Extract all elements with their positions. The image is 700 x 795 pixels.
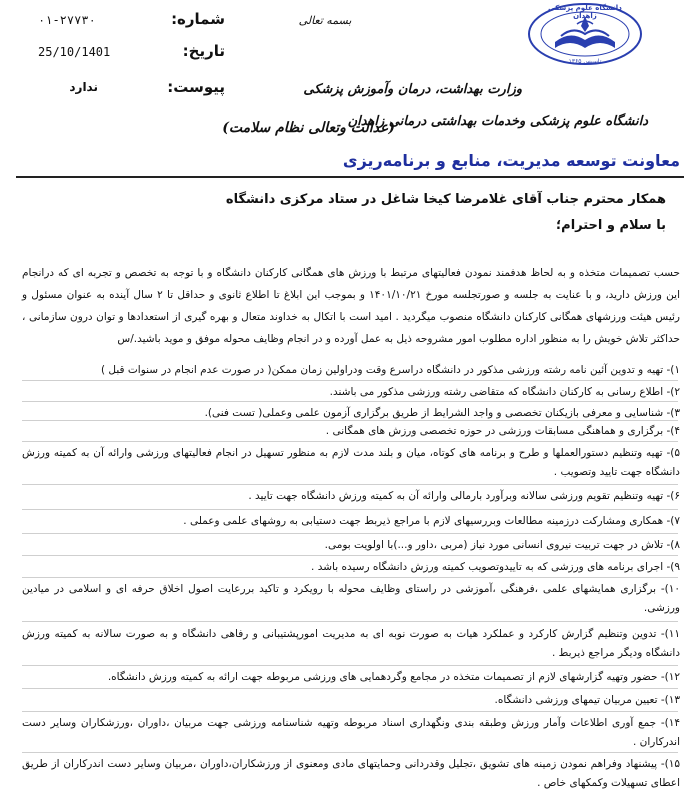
logo-arc-text: دانشگاه علوم پزشکی زاهدان: [548, 4, 622, 20]
list-item: ۱۴)- جمع آوری اطلاعات وآمار ورزش وطبقه بندی ونگهداری اسناد مربوطه وتهیه شناسنامه ورزشی جهت مربیان ،داوران ،ورزشکاران وسایر دست اندرکاران .: [22, 717, 680, 748]
greeting-line: با سلام و احترام؛: [555, 218, 666, 233]
item-separator: [22, 380, 678, 381]
item-separator: [22, 577, 678, 578]
bismillah: بسمه تعالی: [298, 14, 352, 27]
item-separator: [22, 688, 678, 689]
number-value: ۰۱-۲۷۷۳۰: [38, 13, 96, 27]
ministry-name: وزارت بهداشت، درمان وآموزش پزشکی: [303, 82, 522, 97]
number-label: شماره:: [171, 10, 225, 28]
list-item: ۵)- تهیه وتنظیم دستورالعملها و طرح و برنامه های کوتاه، میان و بلند مدت لازم به منظور تسهیل در انجام فعالیتهای ورزشی وارائه آن به کمیته ورزش دانشگاه جهت تایید وتصویب .: [22, 447, 680, 478]
list-item: ۱۰)- برگزاری همایشهای علمی ،فرهنگی ،آموزشی در راستای وظایف محوله با رویکرد و تاکید بررعایت اصول اخلاق حرفه ای و اسلامی در میادین ورزشی.: [22, 583, 680, 614]
date-label: تاریخ:: [182, 42, 225, 60]
list-item: ۱۲)- حضور وتهیه گزارشهای لازم از تصمیمات متخذه در مجامع وگردهمایی های ورزشی مربوطه جهت ارائه به کمیته ورزش دانشگاه.: [107, 671, 680, 683]
intro-paragraph: حسب تصمیمات متخذه و به لحاظ هدفمند نمودن فعالیتهای مرتبط با ورزش های همگانی کارکنان دانشگاه و با توجه به تخصص و تجربه ای که درانجام این ورزش دارید، و با عنایت به جلسه و صورتجلسه مورخ ۱۴۰۱/۱۰/۲۱ و بموجب این ابلاغ تا اطلاع ثانوی و حداقل تا ۲ سال آینده به عنوان مسئول و رئیس هیئت ورزشهای همگانی کارکنان دانشگاه منصوب میگردید . امید است با اتکال به خداوند متعال و بهره گیری از استعدادها و توان درون سازمانی ، حداکثر تلاش خویش را به منظور اداره مطلوب امور مشروحه ذیل به عمل آورده و در انجام وظایف محوله موفق و موید باشید./س: [22, 267, 680, 345]
item-separator: [22, 555, 678, 556]
item-separator: [22, 484, 678, 485]
university-full-name: دانشگاه علوم پزشکی وخدمات بهداشتی درمانی زاهدان: [347, 114, 648, 129]
item-separator: [22, 665, 678, 666]
item-separator: [22, 533, 678, 534]
date-value: 25/10/1401: [38, 45, 111, 59]
list-item: ۱۳)- تعیین مربیان تیمهای ورزشی دانشگاه.: [494, 694, 680, 706]
item-separator: [22, 621, 678, 622]
motto: (عدالت وتعالی نظام سلامت): [222, 120, 395, 136]
item-separator: [22, 441, 678, 442]
deputy-title: معاونت توسعه مدیریت، منابع و برنامه‌ریزی: [342, 151, 680, 170]
logo-year: تاسیس ۱۳۶۵: [568, 58, 602, 65]
list-item: ۸)- تلاش در جهت تربیت نیروی انسانی مورد نیاز (مربی ،داور و...)با اولویت بومی.: [324, 539, 680, 551]
list-item: ۴)- برگزاری و هماهنگی مسابقات ورزشی در حوزه تخصصی ورزش های همگانی .: [325, 425, 680, 437]
recipient-line: همکار محترم جناب آقای غلامرضا کیخا شاغل در ستاد مرکزی دانشگاه: [225, 192, 666, 207]
attachment-value: ندارد: [69, 80, 98, 94]
list-item: ۱۵)- پیشنهاد وفراهم نمودن زمینه های تشویق ،تجلیل وقدردانی وحمایتهای مادی ومعنوی از ورزشکاران،داوران ،مربیان وسایر دست اندرکاران از طریق اعطای تسهیلات وکمکهای خاص .: [22, 758, 680, 789]
list-item: ۲)- اطلاع رسانی به کارکنان دانشگاه که متقاضی رشته ورزشی مذکور می باشند.: [329, 386, 680, 398]
list-item: ۱۱)- تدوین وتنظیم گزارش کارکرد و عملکرد هیات به صورت نوبه ای به مدیریت امورپشتیبانی و رفاهی دانشگاه و به صورت سالانه به کمیته ورزش دانشگاه ودیگر مراجع ذیربط .: [22, 628, 680, 659]
university-logo: [525, 2, 645, 72]
list-item: ۶)- تهیه وتنظیم تقویم ورزشی سالانه وبرآورد بارمالی وارائه آن به کمیته ورزش دانشگاه جهت تایید .: [248, 490, 680, 502]
item-separator: [22, 420, 678, 421]
item-separator: [22, 401, 678, 402]
item-separator: [22, 752, 678, 753]
attachment-label: پیوست:: [167, 78, 225, 96]
item-separator: [22, 509, 678, 510]
list-item: ۳)- شناسایی و معرفی بازیکنان تخصصی و واجد الشرایط از طریق برگزاری آزمون علمی وعملی( تست فنی).: [204, 407, 680, 419]
list-item: ۱)- تهیه و تدوین آئین نامه رشته ورزشی مذکور در دانشگاه دراسرع وقت ودراولین زمان ممکن( در صورت عدم انجام در سنوات قبل ): [101, 364, 680, 376]
list-item: ۹)- اجرای برنامه های ورزشی که به تاییدوتصویب کمیته ورزش دانشگاه رسیده باشد .: [311, 561, 680, 573]
list-item: ۷)- همکاری ومشارکت درزمینه مطالعات وبررسیهای لازم با مراجع ذیربط جهت دستیابی به روشهای علمی وعملی .: [183, 515, 680, 527]
header-rule: [16, 176, 684, 178]
item-separator: [22, 711, 678, 712]
